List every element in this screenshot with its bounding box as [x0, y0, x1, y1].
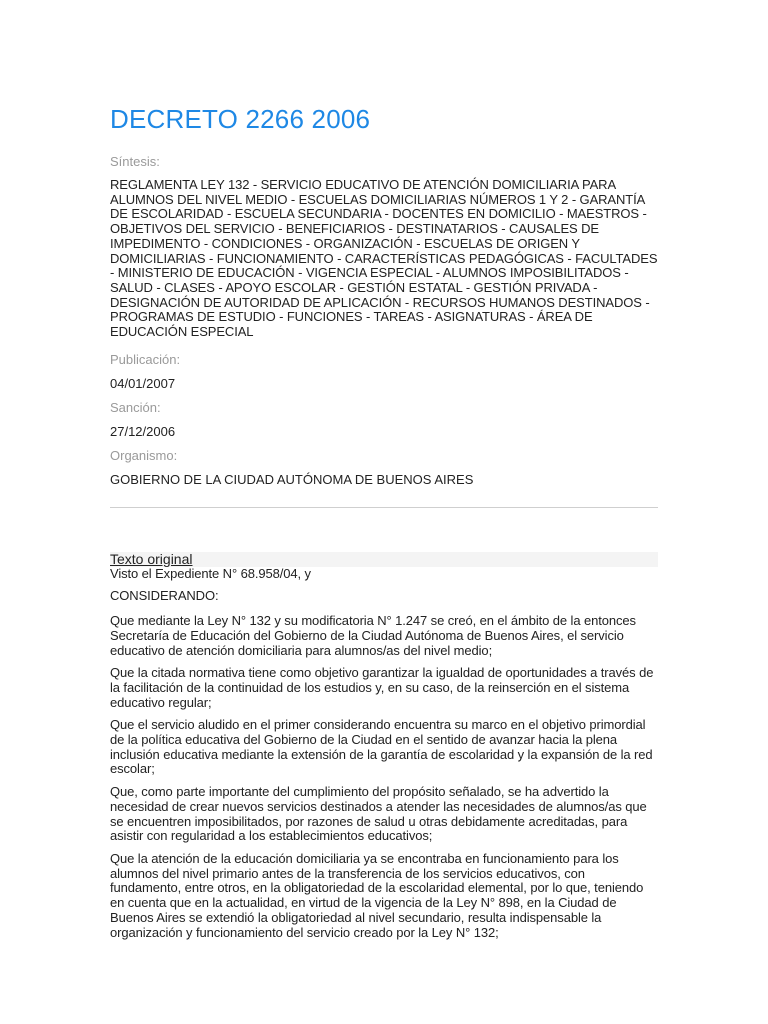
- sancion-value: 27/12/2006: [110, 423, 176, 439]
- document-title: DECRETO 2266 2006: [110, 104, 371, 134]
- paragraph: Que mediante la Ley N° 132 y su modificatoria N° 1.247 se creó, en el ámbito de la entonces Secretaría de Educación del Gobierno de la Ciudad Autónoma de Buenos Aires, el servicio educativo de atención domiciliaria para alumnos/as del nivel medio;: [110, 613, 636, 658]
- texto-original-header: [110, 552, 658, 567]
- publicacion-value: 04/01/2007: [110, 375, 176, 391]
- sancion-label: Sanción:: [110, 399, 161, 415]
- document-content: [110, 104, 658, 948]
- publicacion-label: Publicación:: [110, 351, 181, 367]
- section-divider: [110, 507, 658, 508]
- sintesis-label: Síntesis:: [110, 154, 160, 169]
- paragraph: Visto el Expediente N° 68.958/04, y: [110, 565, 311, 581]
- paragraph: Que, como parte importante del cumplimiento del propósito señalado, se ha advertido la necesidad de crear nuevos servicios destinados a atender las necesidades de alumnos/as que se encuentren imposibilitados, por razones de salud u otras debidamente acreditadas, para asistir con regularidad a los establecimientos educativos;: [110, 784, 647, 844]
- paragraph: CONSIDERANDO:: [110, 588, 219, 604]
- texto-original-link[interactable]: Texto original: [110, 550, 193, 567]
- organismo-value: GOBIERNO DE LA CIUDAD AUTÓNOMA DE BUENOS AIRES: [110, 471, 474, 487]
- paragraph: Que la atención de la educación domiciliaria ya se encontraba en funcionamiento para los alumnos del nivel primario antes de la transferencia de los servicios educativos, con fundamento, entre otros, en la obligatoriedad de la escolaridad elemental, por lo que, teniendo en cuenta que en la actualidad, en virtud de la vigencia de la Ley N° 898, en la Ciudad de Buenos Aires se extendió la obligatoriedad al nivel secundario, resulta indispensable la organización y funcionamiento del servicio creado por la Ley N° 132;: [110, 850, 644, 940]
- organismo-label: Organismo:: [110, 447, 178, 463]
- paragraph: Que la citada normativa tiene como objetivo garantizar la igualdad de oportunidades a través de la facilitación de la continuidad de los estudios y, en su caso, de la reinserción en el sistema educativo regular;: [110, 665, 654, 710]
- paragraph: Que el servicio aludido en el primer considerando encuentra su marco en el objetivo primordial de la política educativa del Gobierno de la Ciudad en el sentido de avanzar hacia la plena inclusión educativa mediante la extensión de la garantía de escolaridad y la expansión de la red escolar;: [110, 717, 653, 777]
- sintesis-text: REGLAMENTA LEY 132 - SERVICIO EDUCATIVO DE ATENCIÓN DOMICILIARIA PARA ALUMNOS DEL NIVEL MEDIO - ESCUELAS DOMICILIARIAS NÚMEROS 1 Y 2 - GARANTÍA DE ESCOLARIDAD - ESCUELA SECUNDARIA - DOCENTES EN DOMICILIO - MAESTROS - OBJETIVOS DEL SERVICIO - BENEFICIARIOS - DESTINATARIOS - CAUSALES DE IMPEDIMENTO - CONDICIONES - ORGANIZACIÓN - ESCUELAS DE ORIGEN Y DOMICILIARIAS - FUNCIONAMIENTO - CARACTERÍSTICAS PEDAGÓGICAS - FACULTADES - MINISTERIO DE EDUCACIÓN - VIGENCIA ESPECIAL - ALUMNOS IMPOSIBILITADOS - SALUD - CLASES - APOYO ESCOLAR - GESTIÓN ESTATAL - GESTIÓN PRIVADA - DESIGNACIÓN DE AUTORIDAD DE APLICACIÓN - RECURSOS HUMANOS DESTINADOS - PROGRAMAS DE ESTUDIO - FUNCIONES - TAREAS - ASIGNATURAS - ÁREA DE EDUCACIÓN ESPECIAL: [110, 177, 658, 340]
